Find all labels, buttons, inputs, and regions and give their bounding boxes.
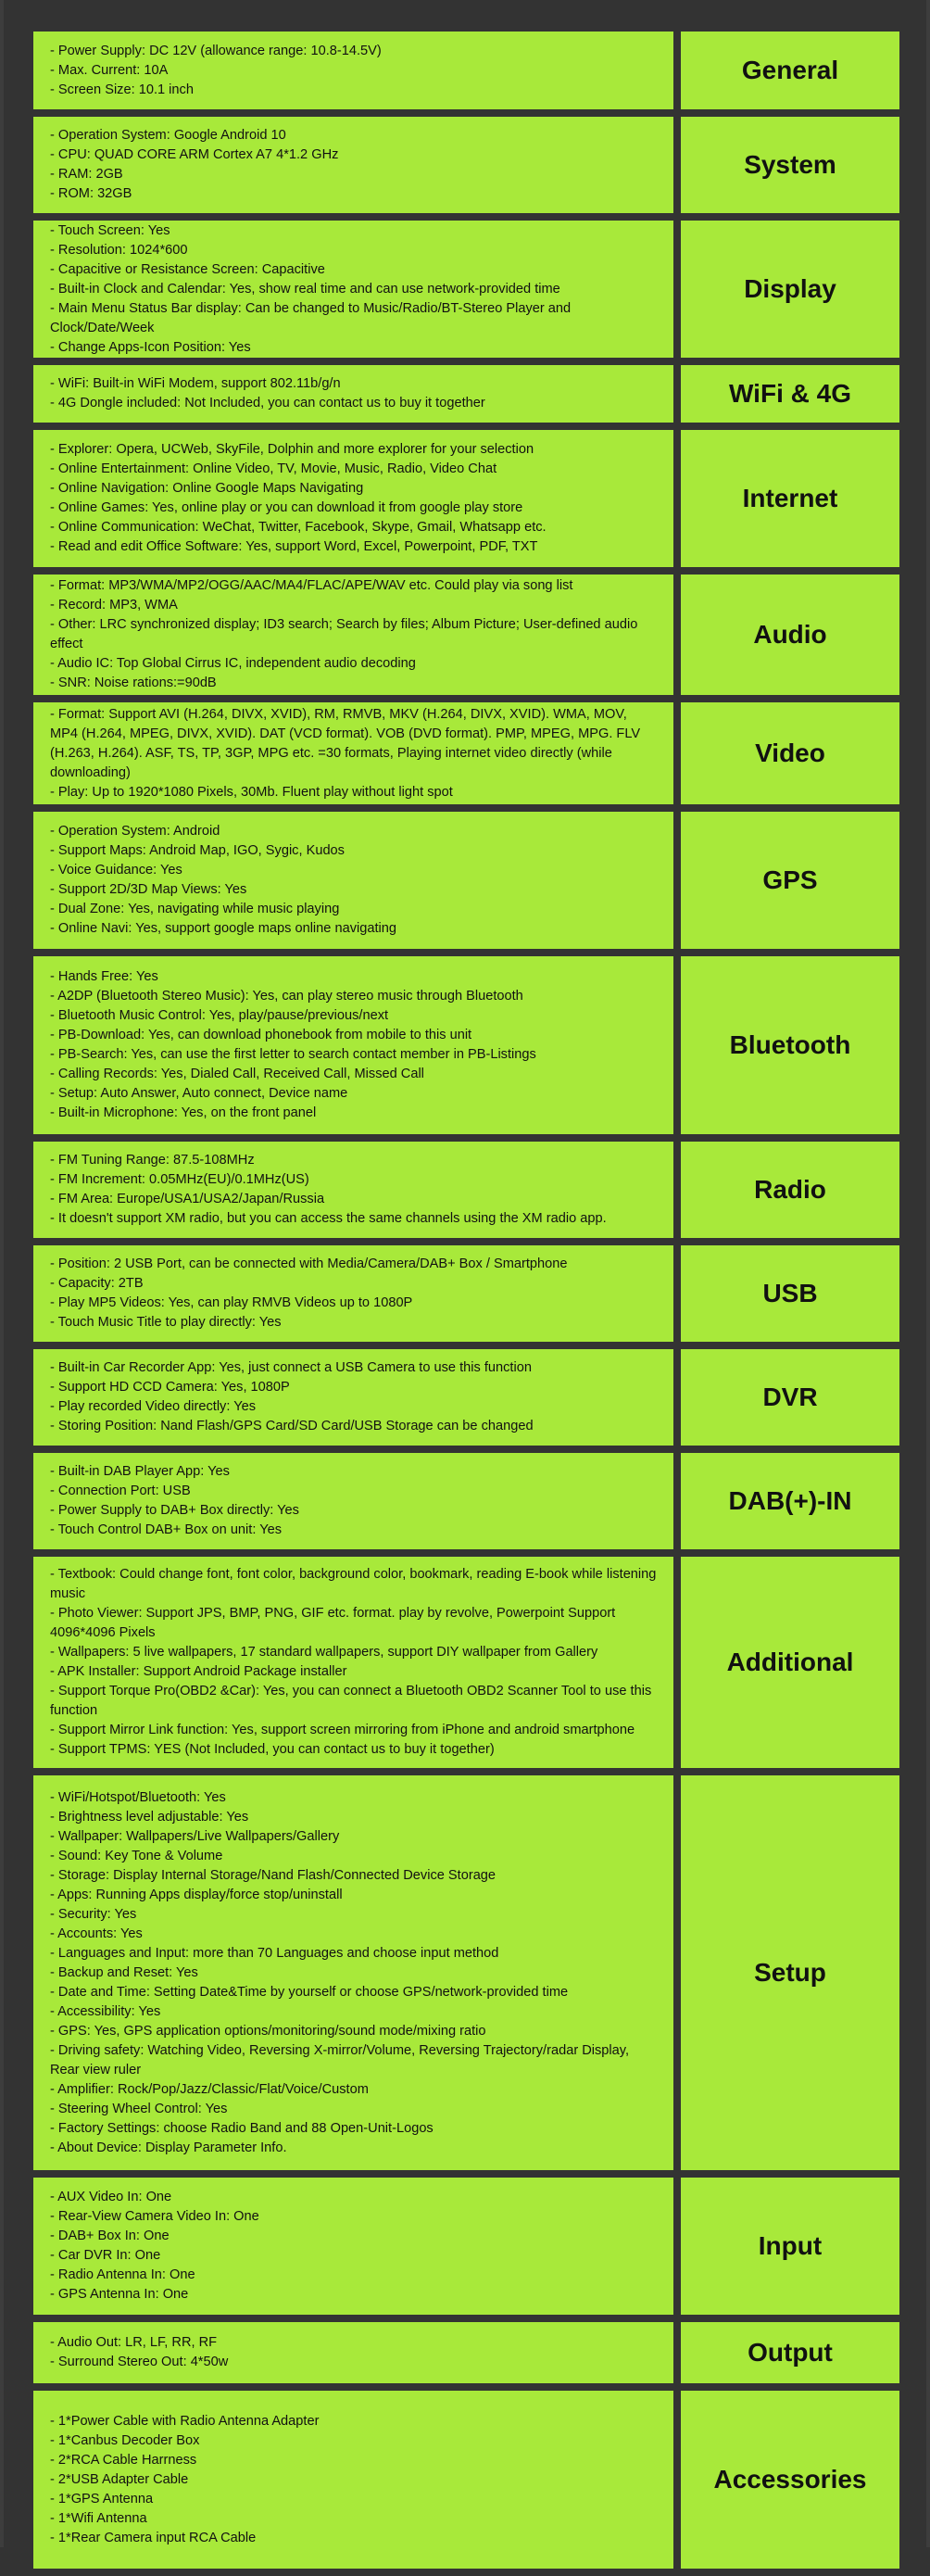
spec-row xyxy=(33,1775,899,2170)
spec-line: - Capacity: 2TB xyxy=(50,1276,144,1291)
spec-line: - Wallpaper: Wallpapers/Live Wallpapers/Gallery xyxy=(50,1828,340,1844)
spec-line: - Change Apps-Icon Position: Yes xyxy=(50,339,251,355)
section-title: Internet xyxy=(681,430,899,567)
spec-row xyxy=(33,2178,899,2315)
spec-line: - Read and edit Office Software: Yes, support Word, Excel, Powerpoint, PDF, TXT xyxy=(50,539,538,554)
section-title: Output xyxy=(681,2322,899,2383)
spec-line: - Connection Port: USB xyxy=(50,1484,191,1498)
spec-line: - Play: Up to 1920*1080 Pixels, 30Mb. Fluent play without light spot xyxy=(50,784,453,800)
spec-line: - Online Navi: Yes, support google maps online navigating xyxy=(50,921,396,936)
spec-line: - WiFi/Hotspot/Bluetooth: Yes xyxy=(50,1789,226,1805)
spec-line: - Support 2D/3D Map Views: Yes xyxy=(50,882,247,897)
spec-line: - AUX Video In: One xyxy=(50,2190,172,2204)
spec-description-cell xyxy=(33,1557,673,1768)
spec-row xyxy=(33,1349,899,1446)
spec-description-cell xyxy=(33,1775,673,2170)
spec-line: - Surround Stereo Out: 4*50w xyxy=(50,2355,229,2369)
spec-line: - Driving safety: Watching Video, Reversing X-mirror/Volume, Reversing Trajectory/radar Display, Rear view ruler xyxy=(50,2042,630,2077)
spec-line: - Main Menu Status Bar display: Can be changed to Music/Radio/BT-Stereo Player and Clock/Date/Week xyxy=(50,300,572,335)
spec-row xyxy=(33,365,899,423)
spec-line: - Storage: Display Internal Storage/Nand Flash/Connected Device Storage xyxy=(50,1867,496,1883)
section-title: DAB(+)-IN xyxy=(681,1453,899,1549)
spec-line: - Play MP5 Videos: Yes, can play RMVB Videos up to 1080P xyxy=(50,1295,413,1310)
spec-line: - Factory Settings: choose Radio Band and 88 Open-Unit-Logos xyxy=(50,2120,434,2136)
spec-line: - GPS: Yes, GPS application options/monitoring/sound mode/mixing ratio xyxy=(50,2023,486,2039)
spec-description-cell xyxy=(33,221,673,358)
spec-description-cell xyxy=(33,702,673,804)
spec-line: - Power Supply: DC 12V (allowance range: 10.8-14.5V) xyxy=(50,43,382,58)
spec-line: - Support TPMS: YES (Not Included, you can contact us to buy it together) xyxy=(50,1742,495,1757)
section-title: Radio xyxy=(681,1142,899,1238)
section-title: System xyxy=(681,117,899,213)
spec-row xyxy=(33,812,899,949)
spec-line: - Online Entertainment: Online Video, TV, Movie, Music, Radio, Video Chat xyxy=(50,461,497,476)
spec-line: - Built-in Clock and Calendar: Yes, show real time and can use network-provided time xyxy=(50,281,560,297)
spec-row xyxy=(33,702,899,804)
spec-row xyxy=(33,2391,899,2569)
spec-line: - Steering Wheel Control: Yes xyxy=(50,2101,228,2116)
spec-line: - Format: MP3/WMA/MP2/OGG/AAC/MA4/FLAC/APE/WAV etc. Could play via song list xyxy=(50,578,573,593)
spec-line: - Audio Out: LR, LF, RR, RF xyxy=(50,2335,218,2350)
section-title: Input xyxy=(681,2178,899,2315)
spec-description-cell xyxy=(33,117,673,213)
spec-line: - CPU: QUAD CORE ARM Cortex A7 4*1.2 GHz xyxy=(50,147,339,162)
spec-row xyxy=(33,956,899,1134)
spec-description-cell xyxy=(33,575,673,695)
section-title: Accessories xyxy=(681,2391,899,2569)
spec-description-cell xyxy=(33,1349,673,1446)
spec-row xyxy=(33,575,899,695)
spec-line: - FM Increment: 0.05MHz(EU)/0.1MHz(US) xyxy=(50,1172,309,1187)
spec-line: - Online Communication: WeChat, Twitter, Facebook, Skype, Gmail, Whatsapp etc. xyxy=(50,520,547,535)
spec-row xyxy=(33,430,899,567)
section-title: DVR xyxy=(681,1349,899,1446)
spec-description-cell xyxy=(33,812,673,949)
spec-line: - A2DP (Bluetooth Stereo Music): Yes, can play stereo music through Bluetooth xyxy=(50,989,523,1004)
spec-line: - Play recorded Video directly: Yes xyxy=(50,1399,257,1414)
spec-row xyxy=(33,1245,899,1342)
spec-description-cell xyxy=(33,365,673,423)
spec-line: - Accessibility: Yes xyxy=(50,2003,161,2019)
spec-line: - Calling Records: Yes, Dialed Call, Received Call, Missed Call xyxy=(50,1067,424,1081)
spec-line: - FM Tuning Range: 87.5-108MHz xyxy=(50,1153,255,1168)
spec-line: - 1*Power Cable with Radio Antenna Adapter xyxy=(50,2413,320,2429)
section-title: USB xyxy=(681,1245,899,1342)
spec-line: - Voice Guidance: Yes xyxy=(50,863,182,878)
spec-line: - SNR: Noise rations:=90dB xyxy=(50,676,217,690)
spec-line: - Radio Antenna In: One xyxy=(50,2267,195,2282)
spec-row xyxy=(33,1142,899,1238)
spec-line: - DAB+ Box In: One xyxy=(50,2229,170,2243)
spec-line: - Backup and Reset: Yes xyxy=(50,1964,198,1980)
spec-row xyxy=(33,32,899,109)
spec-line: - Bluetooth Music Control: Yes, play/pause/previous/next xyxy=(50,1008,389,1023)
spec-line: - ROM: 32GB xyxy=(50,186,132,201)
spec-line: - APK Installer: Support Android Package installer xyxy=(50,1664,347,1679)
spec-line: - Format: Support AVI (H.264, DIVX, XVID), RM, RMVB, MKV (H.264, DIVX, XVID). WMA, MOV, MP4 (H.264, MPEG, DIVX, XVID). DAT (VCD format). VOB (DVD format). PMP, MPEG, MPG. FLV (H.263, H.264). ASF, TS, TP, 3GP, MPG etc. =30 formats, Playing internet video directly (while downloading) xyxy=(50,706,641,780)
spec-line: - Apps: Running Apps display/force stop/uninstall xyxy=(50,1887,343,1902)
spec-line: - Support Maps: Android Map, IGO, Sygic, Kudos xyxy=(50,843,345,858)
spec-line: - Built-in Car Recorder App: Yes, just connect a USB Camera to use this function xyxy=(50,1360,532,1375)
spec-line: - Languages and Input: more than 70 Languages and choose input method xyxy=(50,1945,499,1961)
spec-line: - Support Mirror Link function: Yes, support screen mirroring from iPhone and android smartphone xyxy=(50,1723,635,1737)
spec-line: - Touch Music Title to play directly: Yes xyxy=(50,1315,282,1330)
spec-line: - Wallpapers: 5 live wallpapers, 17 standard wallpapers, support DIY wallpaper from Gallery xyxy=(50,1645,598,1660)
spec-line: - Online Navigation: Online Google Maps Navigating xyxy=(50,481,364,496)
spec-line: - Screen Size: 10.1 inch xyxy=(50,82,194,97)
spec-row xyxy=(33,1453,899,1549)
frame-right-edge xyxy=(926,0,930,2547)
spec-line: - 1*GPS Antenna xyxy=(50,2491,154,2507)
spec-line: - Audio IC: Top Global Cirrus IC, independent audio decoding xyxy=(50,656,416,671)
spec-line: - Dual Zone: Yes, navigating while music playing xyxy=(50,902,340,916)
spec-row xyxy=(33,117,899,213)
spec-table xyxy=(33,32,899,2576)
spec-row xyxy=(33,2322,899,2383)
spec-line: - 1*Canbus Decoder Box xyxy=(50,2432,200,2448)
spec-line: - Built-in Microphone: Yes, on the front panel xyxy=(50,1105,317,1120)
spec-line: - Touch Control DAB+ Box on unit: Yes xyxy=(50,1522,283,1537)
spec-line: - Rear-View Camera Video In: One xyxy=(50,2209,259,2224)
spec-description-cell xyxy=(33,2391,673,2569)
spec-line: - Hands Free: Yes xyxy=(50,969,158,984)
spec-line: - Explorer: Opera, UCWeb, SkyFile, Dolphin and more explorer for your selection xyxy=(50,442,534,457)
section-title: Display xyxy=(681,221,899,358)
section-title: Audio xyxy=(681,575,899,695)
spec-line: - Power Supply to DAB+ Box directly: Yes xyxy=(50,1503,299,1518)
spec-line: - Accounts: Yes xyxy=(50,1926,143,1941)
section-title: Additional xyxy=(681,1557,899,1768)
frame-left-edge xyxy=(0,0,4,2547)
spec-description-cell xyxy=(33,32,673,109)
spec-line: - Sound: Key Tone & Volume xyxy=(50,1848,223,1863)
spec-line: - 2*RCA Cable Harrness xyxy=(50,2452,197,2468)
spec-line: - Record: MP3, WMA xyxy=(50,598,178,612)
spec-description-cell xyxy=(33,430,673,567)
section-title: General xyxy=(681,32,899,109)
spec-line: - Brightness level adjustable: Yes xyxy=(50,1809,249,1825)
spec-line: - 1*Rear Camera input RCA Cable xyxy=(50,2530,257,2545)
spec-line: - Operation System: Android xyxy=(50,824,220,839)
spec-description-cell xyxy=(33,1142,673,1238)
spec-line: - Support Torque Pro(OBD2 &Car): Yes, you can connect a Bluetooth OBD2 Scanner Tool to use this function xyxy=(50,1684,652,1718)
spec-description-cell xyxy=(33,2178,673,2315)
spec-line: - Touch Screen: Yes xyxy=(50,222,170,238)
section-title: WiFi & 4G xyxy=(681,365,899,423)
spec-row xyxy=(33,1557,899,1768)
spec-description-cell xyxy=(33,1245,673,1342)
spec-line: - PB-Search: Yes, can use the first letter to search contact member in PB-Listings xyxy=(50,1047,536,1062)
spec-line: - Online Games: Yes, online play or you can download it from google play store xyxy=(50,500,523,515)
spec-line: - Support HD CCD Camera: Yes, 1080P xyxy=(50,1380,290,1395)
spec-line: - Setup: Auto Answer, Auto connect, Device name xyxy=(50,1086,348,1101)
spec-line: - PB-Download: Yes, can download phonebook from mobile to this unit xyxy=(50,1028,472,1042)
spec-line: - RAM: 2GB xyxy=(50,167,123,182)
spec-line: - GPS Antenna In: One xyxy=(50,2287,189,2302)
spec-line: - Photo Viewer: Support JPS, BMP, PNG, GIF etc. format. play by revolve, Powerpoint Support 4096*4096 Pixels xyxy=(50,1606,616,1640)
spec-line: - Date and Time: Setting Date&Time by yourself or choose GPS/network-provided time xyxy=(50,1984,569,2000)
section-title: GPS xyxy=(681,812,899,949)
spec-line: - 1*Wifi Antenna xyxy=(50,2510,147,2526)
spec-row xyxy=(33,221,899,358)
spec-line: - 2*USB Adapter Cable xyxy=(50,2471,189,2487)
spec-description-cell xyxy=(33,956,673,1134)
spec-line: - Security: Yes xyxy=(50,1906,137,1922)
section-title: Bluetooth xyxy=(681,956,899,1134)
spec-line: - Car DVR In: One xyxy=(50,2248,161,2263)
spec-line: - Capacitive or Resistance Screen: Capacitive xyxy=(50,261,325,277)
spec-line: - Amplifier: Rock/Pop/Jazz/Classic/Flat/Voice/Custom xyxy=(50,2081,369,2097)
spec-line: - Resolution: 1024*600 xyxy=(50,242,188,258)
spec-description-cell xyxy=(33,1453,673,1549)
section-title: Setup xyxy=(681,1775,899,2170)
spec-line: - Position: 2 USB Port, can be connected with Media/Camera/DAB+ Box / Smartphone xyxy=(50,1256,568,1271)
section-title: Video xyxy=(681,702,899,804)
spec-line: - It doesn't support XM radio, but you can access the same channels using the XM radio app. xyxy=(50,1211,607,1226)
spec-line: - Textbook: Could change font, font color, background color, bookmark, reading E-book while listening music xyxy=(50,1567,657,1601)
spec-line: - Operation System: Google Android 10 xyxy=(50,128,286,143)
spec-description-cell xyxy=(33,2322,673,2383)
spec-line: - Built-in DAB Player App: Yes xyxy=(50,1464,230,1479)
spec-line: - Other: LRC synchronized display; ID3 search; Search by files; Album Picture; User-defined audio effect xyxy=(50,617,638,651)
spec-line: - FM Area: Europe/USA1/USA2/Japan/Russia xyxy=(50,1192,325,1206)
spec-line: - Storing Position: Nand Flash/GPS Card/SD Card/USB Storage can be changed xyxy=(50,1419,534,1433)
spec-line: - About Device: Display Parameter Info. xyxy=(50,2140,287,2155)
spec-line: - 4G Dongle included: Not Included, you can contact us to buy it together xyxy=(50,396,485,410)
spec-line: - WiFi: Built-in WiFi Modem, support 802.11b/g/n xyxy=(50,376,341,391)
spec-line: - Max. Current: 10A xyxy=(50,62,169,78)
